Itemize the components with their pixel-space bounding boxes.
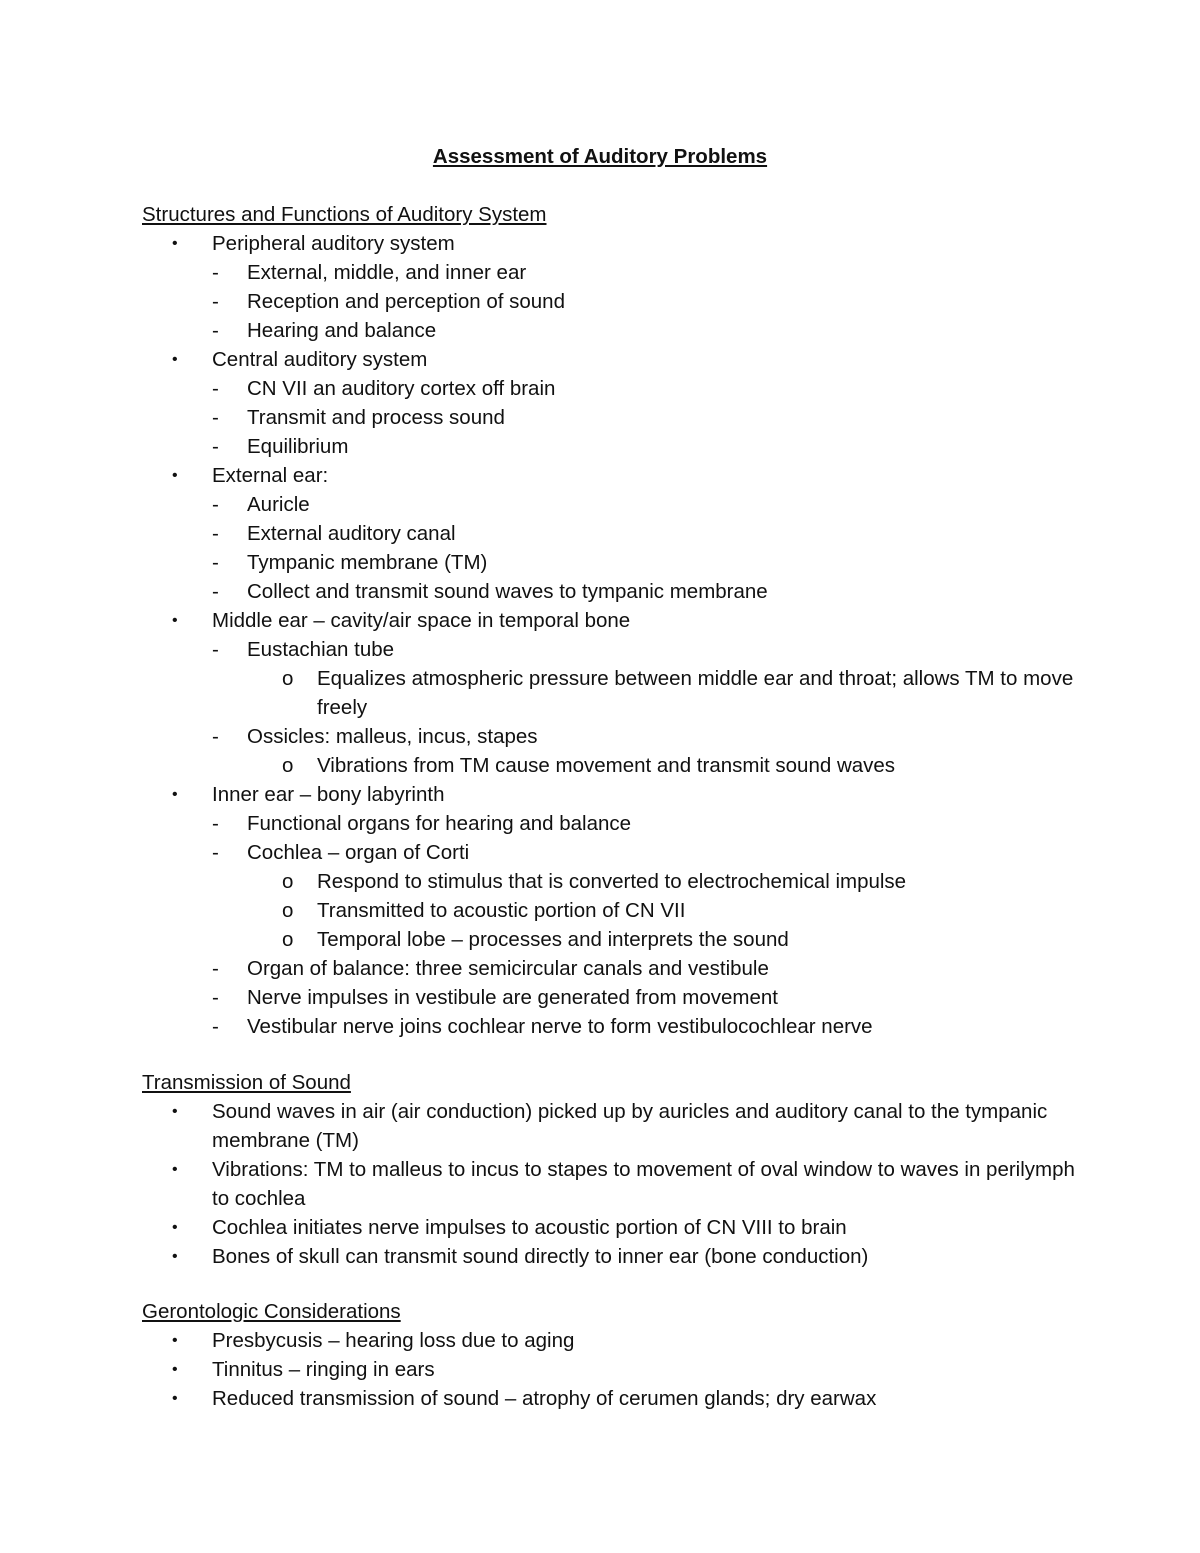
bullet-marker: • [172, 612, 178, 629]
section-heading: Gerontologic Considerations [142, 1300, 401, 1323]
list-item: - Tympanic membrane (TM) [142, 548, 1082, 577]
dash-marker: - [212, 725, 219, 748]
dash-marker: - [212, 580, 219, 603]
bullet-marker: • [172, 235, 178, 252]
section-heading: Structures and Functions of Auditory System [142, 203, 547, 226]
list-item: • Middle ear – cavity/air space in temporal bone [142, 606, 1082, 635]
list-item: - Eustachian tube [142, 635, 1082, 664]
list-item: o Transmitted to acoustic portion of CN VII [142, 896, 1082, 925]
dash-marker: - [212, 493, 219, 516]
list-item: - Collect and transmit sound waves to tympanic membrane [142, 577, 1082, 606]
dash-marker: - [212, 319, 219, 342]
circle-marker: o [282, 928, 294, 951]
bullet-marker: • [172, 1103, 178, 1120]
list-item: - Ossicles: malleus, incus, stapes [142, 722, 1082, 751]
list-item: • External ear: [142, 461, 1082, 490]
bullet-marker: • [172, 467, 178, 484]
section-heading: Transmission of Sound [142, 1071, 351, 1094]
bullet-marker: • [172, 1248, 178, 1265]
dash-marker: - [212, 812, 219, 835]
dash-marker: - [212, 638, 219, 661]
list-item: • Presbycusis – hearing loss due to aging [142, 1326, 1082, 1355]
list-item: • Peripheral auditory system [142, 229, 1082, 258]
dash-marker: - [212, 551, 219, 574]
dash-marker: - [212, 986, 219, 1009]
list-item: • Inner ear – bony labyrinth [142, 780, 1082, 809]
list-item: o Temporal lobe – processes and interprets the sound [142, 925, 1082, 954]
list-item: • Sound waves in air (air conduction) picked up by auricles and auditory canal to the tympanic membrane (TM) [142, 1097, 1082, 1155]
dash-marker: - [212, 377, 219, 400]
bullet-marker: • [172, 1219, 178, 1236]
list-item: • Cochlea initiates nerve impulses to acoustic portion of CN VIII to brain [142, 1213, 1082, 1242]
list-item: • Vibrations: TM to malleus to incus to stapes to movement of oval window to waves in perilymph to cochlea [142, 1155, 1082, 1213]
bullet-marker: • [172, 786, 178, 803]
dash-marker: - [212, 290, 219, 313]
document-title: Assessment of Auditory Problems [432, 145, 768, 168]
dash-marker: - [212, 1015, 219, 1038]
list-item: - Transmit and process sound [142, 403, 1082, 432]
list-item: - Auricle [142, 490, 1082, 519]
bullet-marker: • [172, 1390, 178, 1407]
bullet-marker: • [172, 351, 178, 368]
section-structures [142, 200, 1082, 1041]
dash-marker: - [212, 406, 219, 429]
list-item: • Bones of skull can transmit sound directly to inner ear (bone conduction) [142, 1242, 1082, 1271]
list-item: - Reception and perception of sound [142, 287, 1082, 316]
circle-marker: o [282, 899, 294, 922]
bullet-marker: • [172, 1361, 178, 1378]
list-item: o Respond to stimulus that is converted to electrochemical impulse [142, 867, 1082, 896]
list-item: o Equalizes atmospheric pressure between middle ear and throat; allows TM to move freely [142, 664, 1082, 722]
circle-marker: o [282, 667, 294, 690]
dash-marker: - [212, 435, 219, 458]
list-item: - Functional organs for hearing and balance [142, 809, 1082, 838]
list-item: - Nerve impulses in vestibule are generated from movement [142, 983, 1082, 1012]
list-item: - Cochlea – organ of Corti [142, 838, 1082, 867]
list-item: - Hearing and balance [142, 316, 1082, 345]
list-item: - Organ of balance: three semicircular canals and vestibule [142, 954, 1082, 983]
list-item: - Equilibrium [142, 432, 1082, 461]
list-item: • Central auditory system [142, 345, 1082, 374]
circle-marker: o [282, 754, 294, 777]
list-item: • Tinnitus – ringing in ears [142, 1355, 1082, 1384]
list-item: - External auditory canal [142, 519, 1082, 548]
dash-marker: - [212, 522, 219, 545]
dash-marker: - [212, 957, 219, 980]
bullet-marker: • [172, 1332, 178, 1349]
circle-marker: o [282, 870, 294, 893]
dash-marker: - [212, 261, 219, 284]
list-item: o Vibrations from TM cause movement and transmit sound waves [142, 751, 1082, 780]
dash-marker: - [212, 841, 219, 864]
section-transmission [142, 1068, 1082, 1271]
list-item: - External, middle, and inner ear [142, 258, 1082, 287]
list-item: • Reduced transmission of sound – atrophy of cerumen glands; dry earwax [142, 1384, 1082, 1413]
bullet-marker: • [172, 1161, 178, 1178]
section-gerontologic [142, 1297, 1082, 1413]
list-item: - Vestibular nerve joins cochlear nerve to form vestibulocochlear nerve [142, 1012, 1082, 1041]
list-item: - CN VII an auditory cortex off brain [142, 374, 1082, 403]
